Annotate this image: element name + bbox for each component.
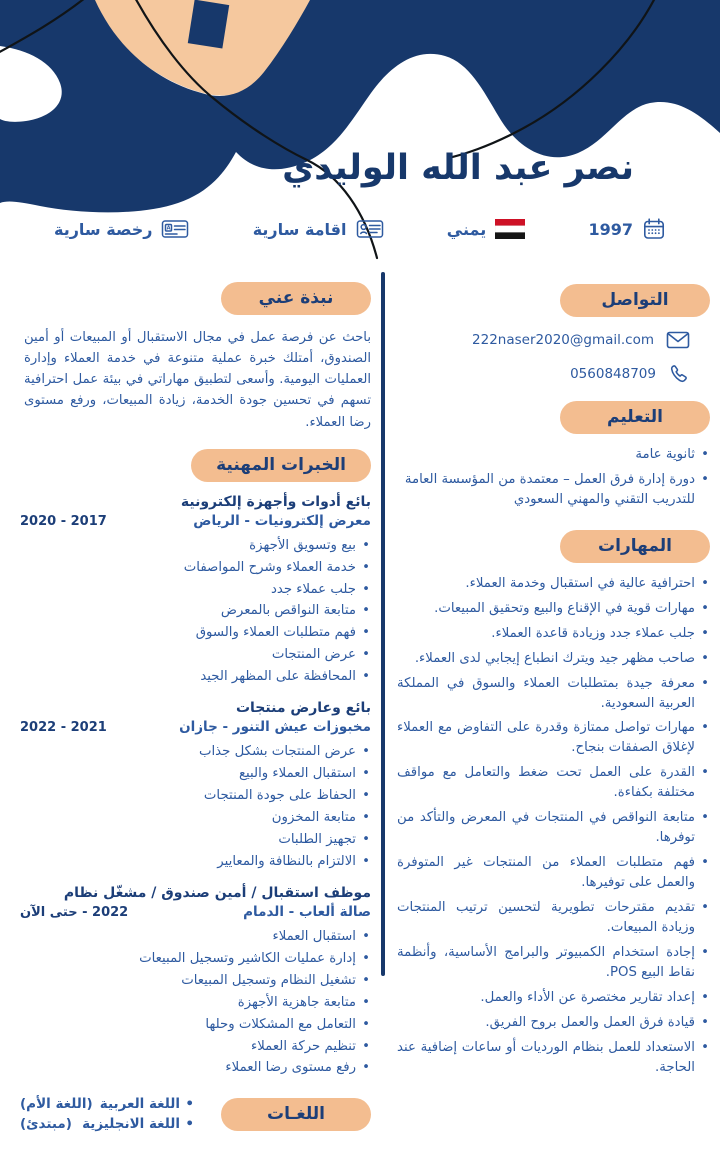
about-text: باحث عن فرصة عمل في مجال الاستقبال أو المبيعات أو أمين الصندوق، أمتلك خبرة عملية متنوعة في خدمة العملاء وإدارة العمليات اليومية. وأسعى لتطبيق مهاراتي في بيئة عمل احترافية تسهم في تحسين جودة الخدمة، زيادة المبيعات، ورفع مستوى رضا العملاء. <box>24 330 371 430</box>
job-bullet: • استقبال العملاء والبيع <box>20 764 371 784</box>
job-block <box>20 885 371 1079</box>
skill-item: • فهم متطلبات العملاء من المنتجات غير المتوفرة والعمل على توفيرها. <box>397 853 710 893</box>
job-bullet: • تجهيز الطلبات <box>20 830 371 850</box>
skill-item: • مهارات قوية في الإقناع والبيع وتحقيق المبيعات. <box>397 599 710 619</box>
calendar-icon <box>642 217 666 241</box>
section-title-skills: المهارات <box>560 530 710 563</box>
job-bullet: • متابعة جاهزية الأجهزة <box>20 993 371 1013</box>
job-bullet: • عرض المنتجات <box>20 645 371 665</box>
job-company: صالة ألعاب - الدمام <box>243 903 371 920</box>
birth-year-label: 1997 <box>588 219 633 239</box>
job-bullet: • تنظيم حركة العملاء <box>20 1037 371 1057</box>
section-title-languages: اللغـات <box>221 1098 371 1131</box>
job-bullet: • المحافظة على المظهر الجيد <box>20 667 371 687</box>
yemen-flag-icon <box>495 219 525 239</box>
language-row <box>20 1096 195 1112</box>
navy-rectangle-accent <box>188 0 229 49</box>
job-bullet-list <box>20 742 371 872</box>
job-dates: 2021 - 2022 <box>20 720 107 736</box>
education-list <box>397 445 710 510</box>
skills-list <box>397 574 710 1078</box>
skill-item: • القدرة على العمل تحت ضغط والتعامل مع مواقف مختلفة بكفاءة. <box>397 763 710 803</box>
job-meta <box>20 719 371 735</box>
job-meta <box>20 513 371 529</box>
job-block <box>20 700 371 872</box>
phone-icon <box>668 363 690 385</box>
header-banner <box>0 0 720 262</box>
job-bullet-list <box>20 927 371 1079</box>
job-bullet: • رفع مستوى رضا العملاء <box>20 1058 371 1078</box>
language-name: • اللغة الانجليزية <box>82 1116 195 1132</box>
mail-icon <box>666 330 690 350</box>
svg-text:A: A <box>167 225 171 232</box>
skill-item: • قيادة فرق العمل والعمل بروح الفريق. <box>397 1013 710 1033</box>
job-bullet: • فهم متطلبات العملاء والسوق <box>20 623 371 643</box>
skill-item: • إعداد تقارير مختصرة عن الأداء والعمل. <box>397 988 710 1008</box>
phone-row <box>397 363 710 385</box>
job-title: بائع أدوات وأجهزة إلكترونية <box>180 493 371 510</box>
language-level: (مبتدئ) <box>20 1116 72 1133</box>
job-meta <box>20 904 371 920</box>
person-name: نصر عبد الله الوليدي <box>282 148 634 188</box>
job-bullet: • متابعة المخزون <box>20 808 371 828</box>
job-bullet: • جلب عملاء جدد <box>20 580 371 600</box>
birth-year-item <box>588 217 666 241</box>
nationality-label: يمني <box>446 219 487 239</box>
job-title: بائع وعارض منتجات <box>235 700 371 717</box>
job-bullet: • التعامل مع المشكلات وحلها <box>20 1015 371 1035</box>
residence-label: اقامة سارية <box>252 219 347 239</box>
job-bullet: • تشغيل النظام وتسجيل المبيعات <box>20 971 371 991</box>
language-name: • اللغة العربية <box>100 1096 195 1112</box>
residence-id-card-icon <box>356 218 384 240</box>
section-title-contact: التواصل <box>560 284 710 317</box>
phone-value: 0560848709 <box>570 366 656 382</box>
job-dates: 2022 - حتى الآن <box>20 904 129 920</box>
column-divider <box>381 272 385 976</box>
skill-item: • صاحب مظهر جيد ويترك انطباع إيجابي لدى العملاء. <box>397 649 710 669</box>
license-label: رخصة سارية <box>54 219 153 239</box>
job-bullet: • استقبال العملاء <box>20 927 371 947</box>
job-company: مخبوزات عيش التنور - جازان <box>179 719 371 736</box>
job-bullet: • إدارة عمليات الكاشير وتسجيل المبيعات <box>20 949 371 969</box>
languages-section <box>20 1092 371 1136</box>
job-bullet: • بيع وتسويق الأجهزة <box>20 536 371 556</box>
job-bullet-list <box>20 536 371 688</box>
section-title-experience: الخبرات المهنية <box>191 449 371 482</box>
residence-item <box>253 218 384 240</box>
language-row <box>20 1116 195 1132</box>
right-column <box>397 268 710 1136</box>
job-company: معرض إلكترونيات - الرياض <box>193 512 371 529</box>
skill-item: • متابعة النواقص في المنتجات في المعرض والتأكد من توفرها. <box>397 808 710 848</box>
job-bullet: • الحفاظ على جودة المنتجات <box>20 786 371 806</box>
main-content <box>0 262 720 1136</box>
job-bullet: • الالتزام بالنظافة والمعايير <box>20 852 371 872</box>
job-dates: 2017 - 2020 <box>20 513 107 529</box>
email-value: 222naser2020@gmail.com <box>472 332 654 348</box>
personal-info-row <box>0 217 720 241</box>
section-title-about: نبذة عني <box>221 282 371 315</box>
license-item <box>54 218 189 240</box>
job-bullet: • عرض المنتجات بشكل جذاب <box>20 742 371 762</box>
education-item: • دورة إدارة فرق العمل – معتمدة من المؤسسة العامة للتدريب التقني والمهني السعودي <box>397 470 710 510</box>
education-item: • ثانوية عامة <box>397 445 710 465</box>
job-bullet: • متابعة النواقص بالمعرض <box>20 601 371 621</box>
job-title: موظف استقبال / أمين صندوق / مشغّل نظام <box>63 884 371 901</box>
skill-item: • إجادة استخدام الكمبيوتر والبرامج الأساسية، وأنظمة نقاط البيع POS. <box>397 943 710 983</box>
section-title-education: التعليم <box>560 401 710 434</box>
skill-item: • الاستعداد للعمل بنظام الورديات أو ساعات إضافية عند الحاجة. <box>397 1038 710 1078</box>
job-bullet: • خدمة العملاء وشرح المواصفات <box>20 558 371 578</box>
skill-item: • مهارات تواصل ممتازة وقدرة على التفاوض مع العملاء لإغلاق الصفقات بنجاح. <box>397 718 710 758</box>
skill-item: • تقديم مقترحات تطويرية لتحسين ترتيب المنتجات وزيادة المبيعات. <box>397 898 710 938</box>
skill-item: • معرفة جيدة بمتطلبات العملاء والسوق في المملكة العربية السعودية. <box>397 674 710 714</box>
skill-item: • احترافية عالية في استقبال وخدمة العملاء. <box>397 574 710 594</box>
email-row <box>397 330 710 350</box>
languages-list <box>20 1092 195 1136</box>
language-level: (اللغة الأم) <box>20 1096 93 1113</box>
job-block <box>20 494 371 688</box>
left-column <box>20 268 371 1136</box>
nationality-item <box>447 219 525 239</box>
skill-item: • جلب عملاء جدد وزيادة قاعدة العملاء. <box>397 624 710 644</box>
license-card-icon <box>161 218 189 240</box>
